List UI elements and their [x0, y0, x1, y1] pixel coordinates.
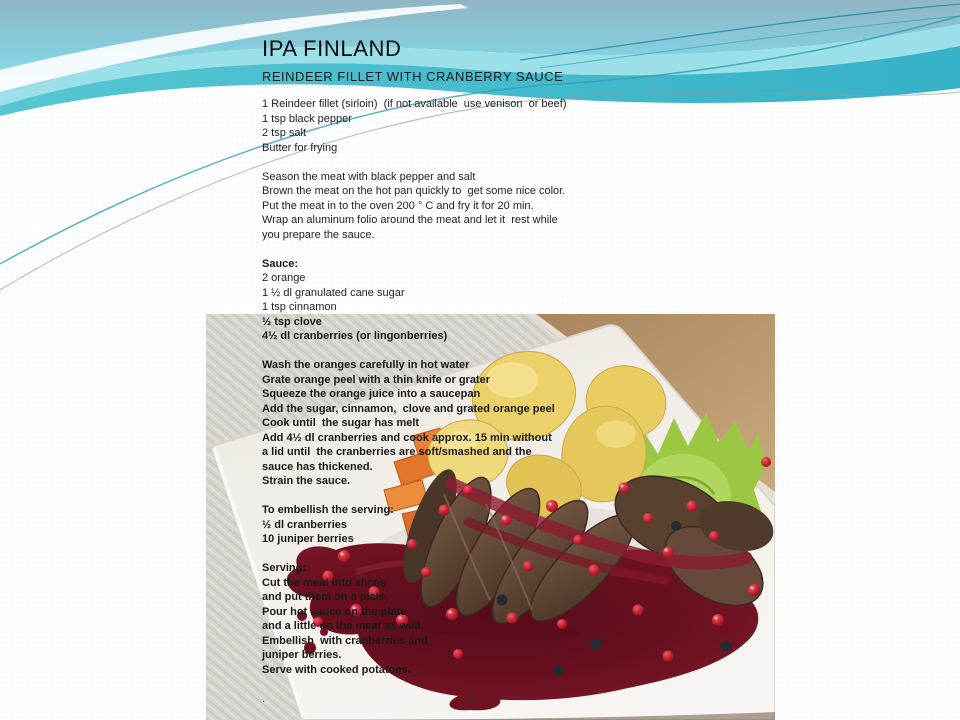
- recipe-line: ½ tsp clove: [262, 315, 322, 328]
- recipe-line: To embellish the serving:: [262, 504, 394, 516]
- recipe-line: [262, 489, 692, 504]
- recipe-line: you prepare the sauce.: [262, 228, 375, 241]
- recipe-line: Add 4½ dl cranberries and cook approx. 15 min without: [262, 431, 552, 444]
- recipe-line: [262, 242, 692, 257]
- recipe-line: [262, 547, 692, 562]
- recipe-line: Wrap an aluminum folio around the meat and let it rest while: [262, 214, 558, 226]
- recipe-line: 2 tsp salt: [262, 127, 307, 139]
- recipe-line: 10 juniper berries: [262, 533, 354, 545]
- recipe-line: Put the meat in to the oven 200 ° C and fry it for 20 min.: [262, 199, 534, 212]
- recipe-line: [262, 344, 692, 359]
- recipe-line: Grate orange peel with a thin knife or grater: [262, 373, 490, 386]
- recipe-line: 4½ dl cranberries (or lingonberries): [262, 330, 448, 342]
- recipe-line: Embellish with cranberries and: [262, 634, 428, 647]
- recipe-line: Butter for frying: [262, 141, 338, 154]
- recipe-line: Wash the oranges carefully in hot water: [262, 359, 470, 371]
- recipe-line: juniper berries.: [262, 649, 342, 661]
- recipe-line: Squeeze the orange juice into a saucepan: [262, 388, 481, 400]
- recipe-line: 2 orange: [262, 272, 306, 284]
- recipe-line: ½ dl cranberries: [262, 518, 347, 531]
- recipe-line: Brown the meat on the hot pan quickly to get some nice color.: [262, 185, 566, 197]
- recipe-line: 1 tsp black pepper: [262, 112, 352, 125]
- recipe-line: Sauce:: [262, 257, 299, 270]
- recipe-line: 1 Reindeer fillet (sirloin) (if not available use venison or beef): [262, 98, 567, 110]
- page-number: 6: [466, 690, 474, 705]
- recipe-line: and a little on the meat as well.: [262, 620, 424, 632]
- recipe-line: 1 ½ dl granulated cane sugar: [262, 286, 405, 299]
- recipe-line: Cut the meat into slices: [262, 576, 386, 589]
- slide-title: IPA FINLAND: [262, 36, 402, 61]
- recipe-line: Add the sugar, cinnamon, clove and grated orange peel: [262, 402, 555, 415]
- recipe-line: Cook until the sugar has melt: [262, 417, 420, 429]
- recipe-line: Serving:: [262, 562, 307, 574]
- recipe-body: [262, 97, 692, 706]
- recipe-line: Strain the sauce.: [262, 475, 351, 487]
- recipe-line: Serve with cooked potatoes.: [262, 663, 411, 676]
- recipe-line: Season the meat with black pepper and salt: [262, 170, 476, 183]
- recipe-line: [262, 155, 692, 170]
- recipe-line: 1 tsp cinnamon: [262, 301, 337, 313]
- recipe-line: and put them on a plate: [262, 591, 386, 603]
- recipe-line: .: [262, 692, 266, 705]
- recipe-line: Pour hot sauce on the plate: [262, 605, 407, 618]
- recipe-line: [262, 677, 692, 692]
- recipe-line: a lid until the cranberries are soft/smashed and the: [262, 446, 532, 458]
- recipe-line: sauce has thickened.: [262, 460, 373, 473]
- slide-subtitle: REINDEER FILLET WITH CRANBERRY SAUCE: [262, 69, 564, 84]
- text-content: [262, 36, 692, 706]
